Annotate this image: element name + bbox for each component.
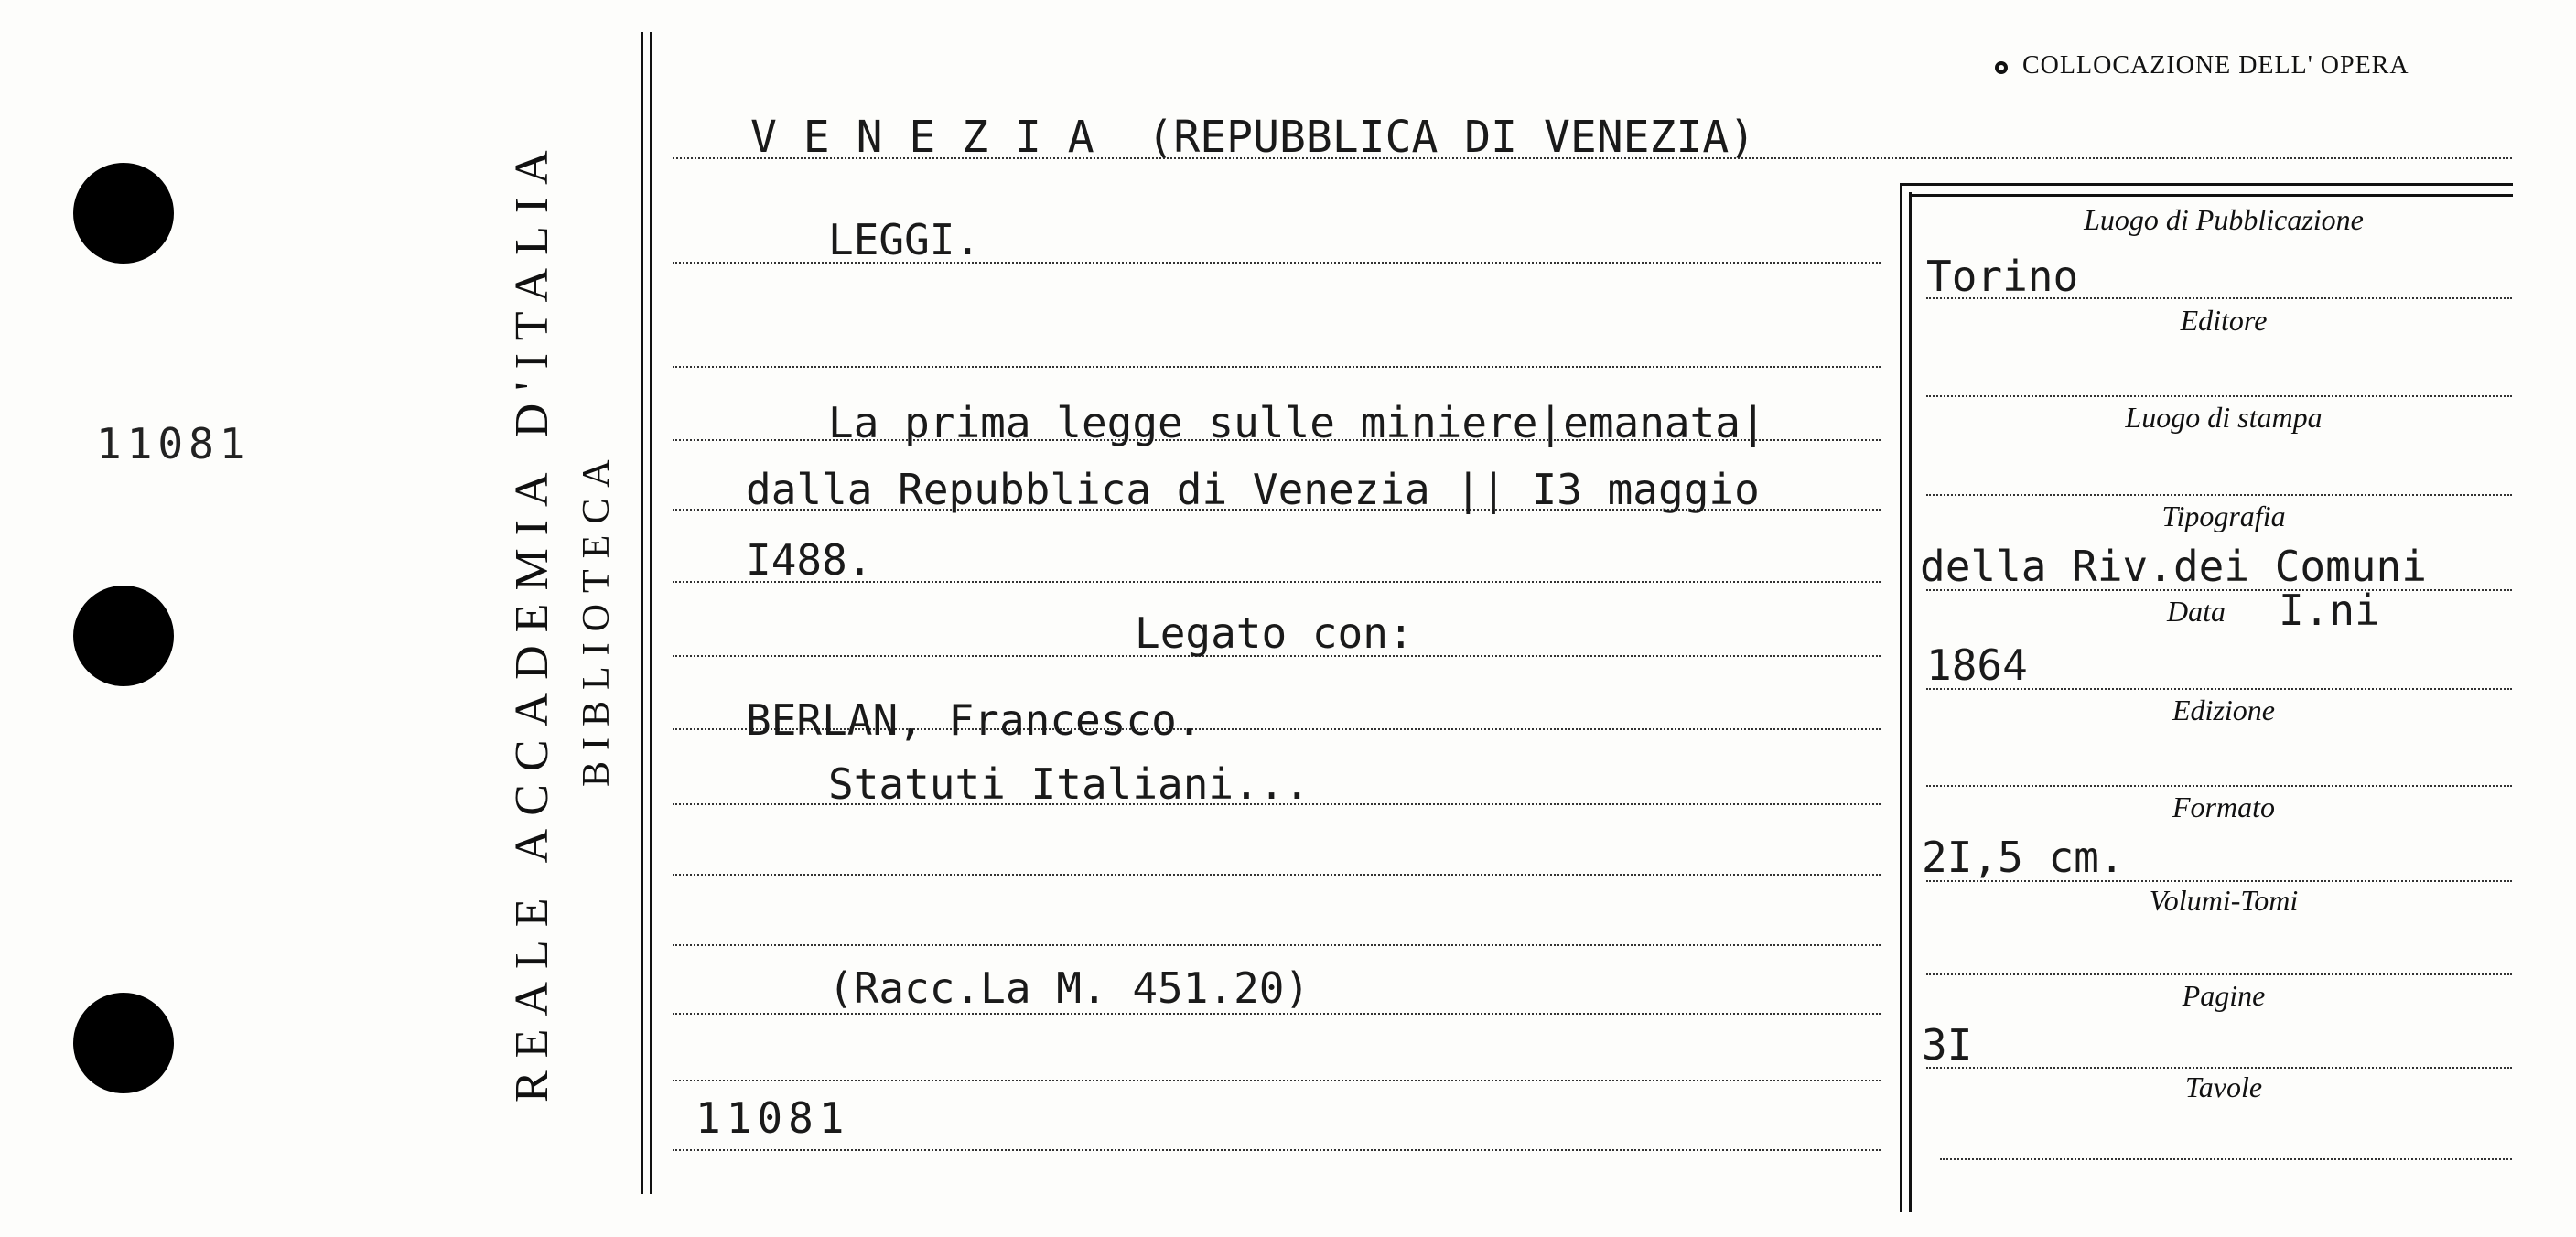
field-value-data-extra: I.ni <box>2279 586 2380 635</box>
field-label-pagine: Pagine <box>2182 979 2266 1012</box>
entry-number: 11081 <box>695 1093 850 1143</box>
dotted-rule <box>1926 688 2512 690</box>
dotted-rule <box>1926 589 2512 591</box>
vertical-institution-title: REALE ACCADEMIA D'ITALIA <box>506 137 558 1103</box>
dotted-rule <box>1926 785 2512 787</box>
dotted-rule <box>673 1013 1881 1015</box>
dotted-rule <box>1940 1158 2512 1160</box>
dotted-rule <box>1926 494 2512 496</box>
right-panel-rule-a <box>1900 183 1902 1212</box>
field-label-luogo-pubblicazione: Luogo di Pubblicazione <box>2084 203 2364 236</box>
field-label-edizione: Edizione <box>2172 694 2275 726</box>
field-label-data: Data <box>2167 595 2226 628</box>
entry-title-line-3: I488. <box>746 535 873 585</box>
collocazione-label: COLLOCAZIONE DELL' OPERA <box>2022 51 2409 80</box>
bound-with-label: Legato con: <box>1135 608 1414 658</box>
left-double-rule-a <box>641 32 643 1194</box>
field-label-tavole: Tavole <box>2184 1070 2263 1103</box>
dotted-rule <box>673 1080 1881 1081</box>
field-value-formato: 2I,5 cm. <box>1922 833 2125 882</box>
field-value-data: 1864 <box>1926 640 2028 690</box>
dotted-rule <box>1926 297 2512 299</box>
field-label-luogo-stampa: Luogo di stampa <box>2125 401 2323 434</box>
side-accession-number: 11081 <box>96 419 251 468</box>
collocazione-header <box>1995 51 2409 81</box>
field-label-formato: Formato <box>2172 791 2275 823</box>
dotted-rule <box>673 1149 1881 1151</box>
dotted-rule <box>1926 880 2512 882</box>
punch-hole-top <box>73 163 174 264</box>
dotted-rule <box>673 366 1881 368</box>
dotted-rule <box>1926 1067 2512 1069</box>
right-panel-top-b <box>1909 194 2513 197</box>
punch-hole-middle <box>73 586 174 686</box>
bullet-icon <box>1995 61 2008 74</box>
dotted-rule <box>673 874 1881 876</box>
vertical-library-label: BIBLIOTECA <box>576 448 618 787</box>
entry-title-line-1: La prima legge sulle miniere|emanata| <box>828 398 1766 447</box>
dotted-rule <box>1926 973 2512 975</box>
entry-title-line-2: dalla Repubblica di Venezia || I3 maggio <box>746 465 1760 514</box>
bound-author: BERLAN, Francesco. <box>746 695 1202 745</box>
field-label-editore: Editore <box>2180 304 2268 337</box>
dotted-rule <box>1926 395 2512 397</box>
field-value-tipografia: della Riv.dei Comuni <box>1920 542 2427 591</box>
field-label-volumi-tomi: Volumi-Tomi <box>2149 884 2299 917</box>
field-value-luogo-pubblicazione: Torino <box>1926 252 2079 301</box>
entry-subject: LEGGI. <box>828 215 981 264</box>
field-label-tipografia: Tipografia <box>2161 500 2286 532</box>
dotted-rule <box>673 944 1881 946</box>
shelfmark: (Racc.La M. 451.20) <box>828 963 1310 1013</box>
right-panel-rule-b <box>1909 192 1912 1212</box>
right-panel-top-a <box>1900 183 2513 186</box>
field-value-pagine: 3I <box>1922 1020 1973 1070</box>
left-double-rule-b <box>650 32 652 1194</box>
entry-heading: V E N E Z I A (REPUBBLICA DI VENEZIA) <box>750 112 1756 163</box>
bound-title: Statuti Italiani... <box>828 759 1310 809</box>
punch-hole-bottom <box>73 993 174 1093</box>
